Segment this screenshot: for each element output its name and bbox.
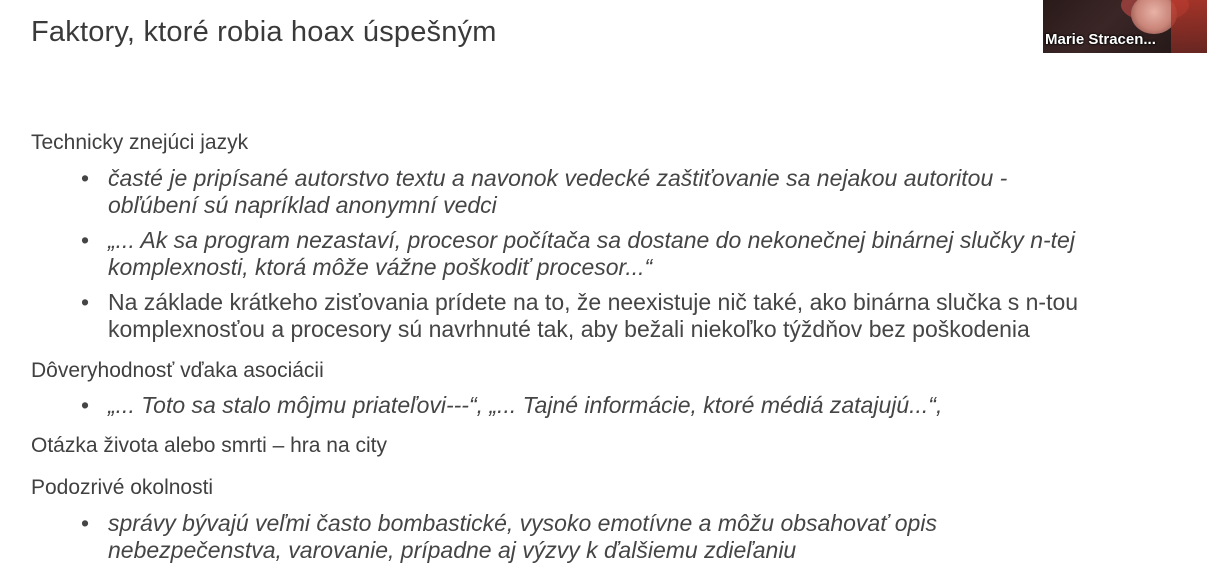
bullet-text: správy bývajú veľmi často bombastické, vysoko emotívne a môžu obsahovať opis nebezpečenstva, varovanie, prípadne aj výzvy k ďalšiemu zdieľaniu bbox=[108, 510, 937, 563]
section-heading-technical-language: Technicky znejúci jazyk bbox=[31, 131, 249, 154]
bullet-dot: • bbox=[81, 392, 90, 418]
bullet-item bbox=[81, 289, 1191, 343]
participant-name-label: Marie Stracen... bbox=[1045, 31, 1156, 48]
participant-video-tile[interactable] bbox=[1043, 0, 1207, 53]
slide-title: Faktory, ktoré robia hoax úspešným bbox=[31, 16, 497, 48]
bullet-item bbox=[81, 392, 1191, 419]
bullet-dot: • bbox=[81, 165, 90, 191]
bullet-item bbox=[81, 510, 1191, 564]
bullet-dot: • bbox=[81, 289, 90, 315]
bullet-text: časté je pripísané autorstvo textu a navonok vedecké zaštiťovanie sa nejakou autoritou - obľúbení sú napríklad anonymní vedci bbox=[108, 165, 1008, 218]
bullet-text: „... Ak sa program nezastaví, procesor počítača sa dostane do nekonečnej binárnej slučky n-tej komplexnosti, ktorá môže vážne poškodiť procesor...“ bbox=[108, 227, 1075, 280]
bullet-text: Na základe krátkeho zisťovania prídete na to, že neexistuje nič také, ako binárna slučka s n-tou komplexnosťou a procesory sú navrhnuté tak, aby bežali niekoľko týždňov bez poškodenia bbox=[108, 289, 1079, 342]
bullet-dot: • bbox=[81, 227, 90, 253]
bullet-dot: • bbox=[81, 510, 90, 536]
participant-video-accent bbox=[1171, 0, 1207, 53]
bullet-text: „... Toto sa stalo môjmu priateľovi---“, „... Tajné informácie, ktoré médiá zatajujú...“, bbox=[108, 392, 943, 418]
bullet-item bbox=[81, 165, 1191, 219]
section-heading-credibility: Dôveryhodnosť vďaka asociácii bbox=[31, 359, 324, 382]
section-heading-life-or-death: Otázka života alebo smrti – hra na city bbox=[31, 434, 387, 457]
bullet-item bbox=[81, 227, 1191, 281]
section-heading-suspicious-circumstances: Podozrivé okolnosti bbox=[31, 476, 214, 499]
